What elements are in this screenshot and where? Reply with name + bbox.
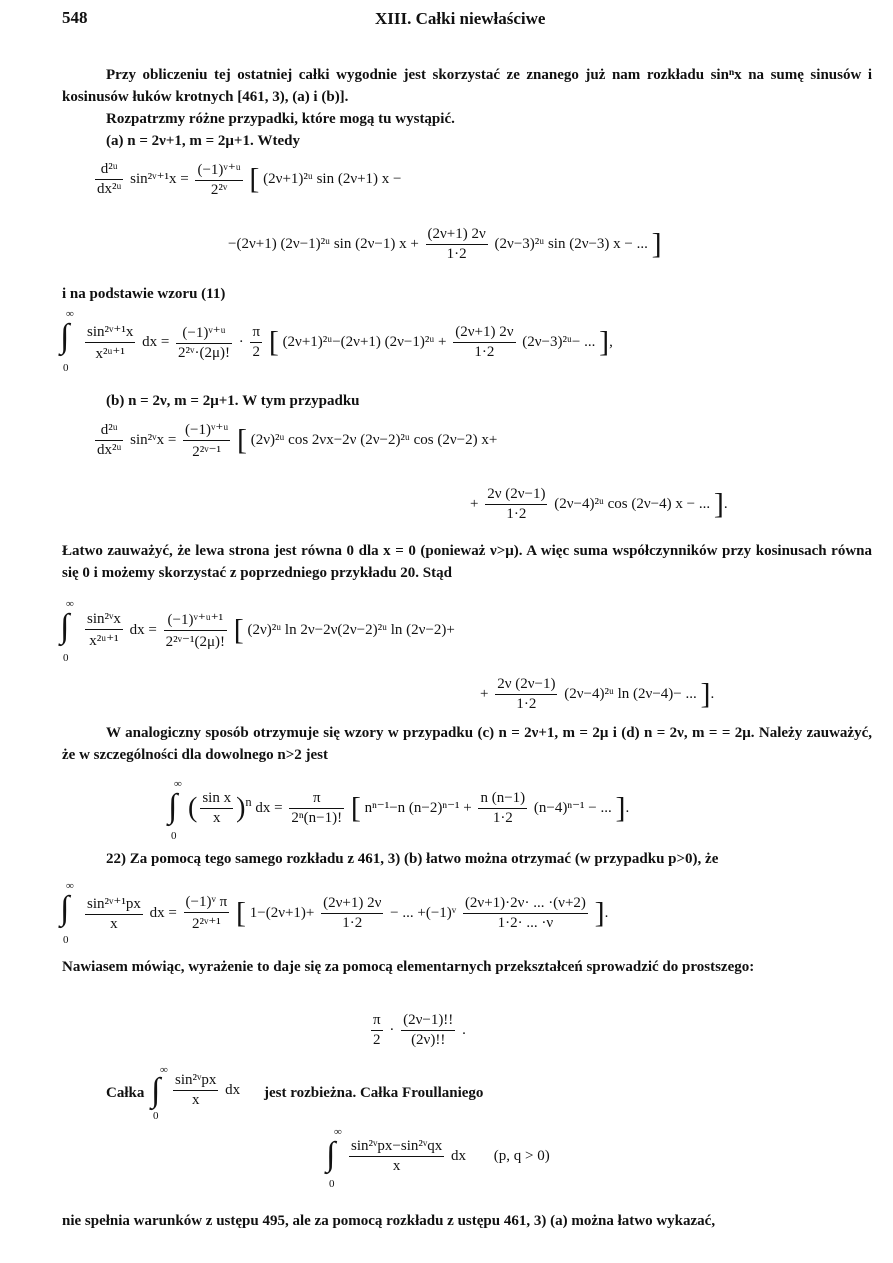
bracket-close: ] (651, 227, 662, 261)
integral-upper-limit: ∞ (66, 880, 74, 892)
fraction-denominator: x²ᵘ⁺¹ (95, 346, 125, 362)
paragraph-observation: Łatwo zauważyć, że lewa strona jest równa 0 dla x = 0 (ponieważ ν>μ). A więc suma współczynników przy kosinusach równa się 0 i możemy skorzystać z poprzedniego przykładu 20. Stąd (62, 543, 872, 581)
fraction-denominator: x²ᵘ⁺¹ (89, 633, 119, 649)
fraction-numerator: (2ν−1)!! (401, 1012, 455, 1031)
fraction-numerator: n (n−1) (478, 790, 527, 809)
fraction-denominator: 1·2 (506, 506, 527, 522)
fraction-numerator: sin²ᵛ⁺¹px (85, 894, 143, 915)
equation-text: . (625, 799, 630, 816)
fraction-numerator: sin²ᵛpx (173, 1072, 218, 1091)
equation-1a (92, 160, 402, 199)
paragraph-simplification: Nawiasem mówiąc, wyrażenie to daje się za pomocą elementarnych przekształceń sprowadzić do prostszego: (62, 959, 755, 975)
fraction-numerator: π (371, 1012, 383, 1031)
fraction-denominator: x (110, 916, 118, 932)
bracket-open: [ (350, 791, 361, 825)
equation-text: (2ν−4)²ᵘ ln (2ν−4)− ... (564, 685, 697, 702)
exponent: n (245, 794, 252, 809)
equation-text: (2ν)²ᵘ cos 2νx−2ν (2ν−2)²ᵘ cos (2ν−2) x+ (250, 431, 498, 448)
fraction-numerator: (−1)ᵛ⁺ᵘ⁺¹ (164, 610, 227, 631)
integral-upper-limit: ∞ (66, 308, 74, 320)
fraction-denominator: 2²ᵛ (210, 182, 228, 198)
fraction-numerator: sin²ᵛx (85, 611, 123, 630)
integral-upper-limit: ∞ (160, 1064, 168, 1076)
fraction-numerator: (−1)ᵛ⁺ᵘ (183, 420, 230, 441)
equation-text: dx = (149, 904, 177, 921)
equation-text: dx (225, 1081, 241, 1098)
equation-text: (2ν−3)²ᵘ sin (2ν−3) x − ... (494, 235, 648, 252)
integral-upper-limit: ∞ (334, 1126, 342, 1138)
integral-lower-limit: 0 (329, 1178, 335, 1190)
integral-lower-limit: 0 (63, 934, 69, 946)
equation-text: dx (451, 1147, 467, 1164)
equation-text: 1−(2ν+1)+ (249, 904, 315, 921)
fraction-numerator: (−1)ᵛ⁺ᵘ (195, 160, 242, 181)
equation-text: (2ν−4)²ᵘ cos (2ν−4) x − ... (554, 495, 711, 512)
fraction-numerator: (2ν+1) 2ν (426, 226, 488, 245)
fraction-denominator: dx²ᵘ (97, 442, 122, 458)
fraction-denominator: 2 (252, 344, 261, 360)
integral-sign: ∫ (60, 318, 70, 355)
equation-8 (170, 1072, 240, 1109)
equation-6 (82, 894, 608, 933)
paragraph-intro: Przy obliczeniu tej ostatniej całki wygodnie jest skorzystać ze znanego już nam rozkładu sinⁿx na sumę sinusów i kosinusów łuków krotnych [461, 3), (a) i (b)]. (62, 67, 872, 105)
equation-text: (2ν−3)²ᵘ− ... (522, 333, 596, 350)
fraction-numerator: d²ᵘ (95, 161, 123, 180)
fraction-numerator: d²ᵘ (95, 422, 123, 441)
fraction-denominator: 1·2· ... ·ν (497, 915, 554, 931)
equation-text: , (609, 333, 613, 350)
paragraph-cases: Rozpatrzmy różne przypadki, które mogą tu wystąpić. (106, 111, 455, 127)
text-divergent: jest rozbieżna. Całka Froullaniego (264, 1085, 484, 1101)
bracket-close: ] (700, 677, 711, 711)
fraction-denominator: 2²ᵛ·(2μ)! (178, 345, 230, 361)
equation-text: + (470, 495, 479, 512)
bracket-close: ] (615, 791, 626, 825)
equation-text: dx = (142, 333, 170, 350)
equation-text: − ... +(−1)ᵛ (390, 904, 457, 921)
fraction-denominator: 1·2 (342, 915, 363, 931)
integral-upper-limit: ∞ (174, 778, 182, 790)
integral-lower-limit: 0 (63, 652, 69, 664)
fraction-numerator: (2ν+1) 2ν (321, 895, 383, 914)
equation-text: dx = (255, 799, 283, 816)
equation-text: . (710, 685, 715, 702)
equation-4a (82, 610, 455, 651)
bracket-open: [ (233, 613, 244, 647)
fraction-denominator: 1·2 (474, 344, 495, 360)
integral-upper-limit: ∞ (66, 598, 74, 610)
equation-text: (n−4)ⁿ⁻¹ − ... (533, 799, 612, 816)
equation-text: · (389, 1021, 395, 1038)
integral-lower-limit: 0 (171, 830, 177, 842)
bracket-open: [ (235, 896, 246, 930)
equation-text: sin²ᵛx = (130, 431, 177, 448)
equation-text: . (604, 904, 609, 921)
case-b-heading: (b) n = 2ν, m = 2μ+1. W tym przypadku (106, 393, 360, 409)
equation-3b (470, 486, 728, 523)
equation-text: (2ν+1)²ᵘ−(2ν+1) (2ν−1)²ᵘ + (282, 333, 447, 350)
fraction-denominator: 2²ᵛ⁻¹ (192, 444, 222, 460)
fraction-numerator: 2ν (2ν−1) (485, 486, 547, 505)
bracket-open: [ (237, 423, 247, 457)
fraction-denominator: 2 (373, 1032, 381, 1048)
equation-9 (346, 1138, 550, 1175)
fraction-numerator: sin²ᵛpx−sin²ᵛqx (349, 1138, 444, 1157)
integral-sign: ∫ (60, 890, 70, 927)
bracket-close: ] (713, 487, 724, 521)
equation-text: −(2ν+1) (2ν−1)²ᵘ sin (2ν−1) x + (228, 235, 419, 252)
page-number: 548 (62, 8, 88, 27)
paragraph-formula-ref: i na podstawie wzoru (11) (62, 286, 226, 302)
bracket-open: [ (268, 325, 279, 359)
equation-7 (368, 1012, 466, 1049)
paragraph-analogous: W analogiczny sposób otrzymuje się wzory w przypadku (c) n = 2ν+1, m = 2μ i (d) n = 2ν, m = = 2μ. Należy zauważyć, że w szczególności dla dowolnego n>2 jest (62, 725, 872, 763)
fraction-denominator: x (212, 810, 221, 826)
chapter-title: XIII. Całki niewłaściwe (375, 9, 546, 28)
paragraph-example-22: 22) Za pomocą tego samego rozkładu z 461, 3) (b) łatwo można otrzymać (w przypadku p>0), że (106, 851, 719, 867)
bracket-close: ] (599, 325, 610, 359)
fraction-numerator: π (250, 324, 262, 343)
equation-text: . (462, 1021, 466, 1038)
fraction-denominator: 1·2 (516, 696, 537, 712)
text-calka-label: Całka (106, 1085, 145, 1101)
equation-1b (228, 226, 662, 263)
fraction-denominator: (2ν)!! (411, 1032, 446, 1048)
fraction-denominator: 2²ᵛ⁻¹(2μ)! (165, 634, 225, 650)
equation-2: $\frac{\text{sin²ᵛ⁺¹x}}{\text{x²ᵘ⁺¹}}$ dx = $\frac{\text{(−1)ᵛ⁺ᵘ}}{\text{2²ᵛ·(2μ)!}}$ · $\frac{\pi}{2}$ [ (2ν+1)²ᵘ−(2ν+1) (2ν−1)²ᵘ + $\frac{(2\nu+1) 2\nu}{1\cdot 2}$ (2ν−3)²ᵘ− ... ], (87, 324, 613, 362)
integral-sign: ∫ (168, 788, 178, 825)
fraction-denominator: x (392, 1158, 401, 1174)
fraction-denominator: dx²ᵘ (97, 181, 122, 197)
paragraph-final: nie spełnia warunków z ustępu 495, ale za pomocą rozkładu z ustępu 461, 3) (a) można łatwo wykazać, (62, 1213, 716, 1229)
bracket-open: [ (249, 162, 260, 196)
equation-3a (92, 420, 497, 461)
fraction-numerator: sin²ᵛ⁺¹x (85, 322, 135, 343)
integral-lower-limit: 0 (153, 1110, 159, 1122)
equation-4b (480, 676, 714, 713)
fraction-numerator: (−1)ᵛ⁺ᵘ (176, 323, 232, 344)
integral-sign: ∫ (326, 1136, 336, 1173)
equation-text: nⁿ⁻¹−n (n−2)ⁿ⁻¹ + (364, 799, 472, 816)
equation-5: ( $\frac{\text{sin x}}{x}$ )$^n$ dx = $\frac{\pi}{\text{2ⁿ(n−1)!}}$ [ nⁿ⁻¹−n (n−2)ⁿ⁻¹ + $\frac{n (n-1)}{1\cdot 2}$ (n−4)ⁿ⁻¹ − ... ]. (188, 790, 630, 826)
equation-text: (2ν)²ᵘ ln 2ν−2ν(2ν−2)²ᵘ ln (2ν−2)+ (247, 621, 455, 638)
fraction-numerator: (2ν+1)·2ν· ... ·(ν+2) (463, 895, 588, 914)
equation-text: (2ν+1)²ᵘ sin (2ν+1) x − (263, 170, 402, 187)
bracket-close: ] (594, 896, 605, 930)
fraction-denominator: 1·2 (446, 246, 467, 262)
equation-text: + (480, 685, 489, 702)
fraction-numerator: (2ν+1) 2ν (453, 324, 515, 343)
integral-lower-limit: 0 (63, 362, 69, 374)
fraction-numerator: (−1)ᵛ π (184, 894, 230, 913)
fraction-denominator: 2ⁿ(n−1)! (291, 810, 343, 826)
fraction-numerator: 2ν (2ν−1) (495, 676, 557, 695)
integral-sign: ∫ (60, 608, 70, 645)
fraction-denominator: 1·2 (492, 810, 513, 826)
case-a-heading: (a) n = 2ν+1, m = 2μ+1. Wtedy (106, 133, 300, 149)
equation-text: dx = (129, 621, 157, 638)
integral-sign: ∫ (151, 1072, 161, 1109)
fraction-denominator: 2²ᵛ⁺¹ (191, 916, 221, 932)
fraction-numerator: sin x (200, 790, 233, 809)
equation-condition: (p, q > 0) (493, 1147, 550, 1164)
equation-text: sin²ᵛ⁺¹x = (130, 170, 189, 187)
fraction-numerator: π (289, 790, 344, 809)
fraction-denominator: x (191, 1092, 200, 1108)
equation-text: . (723, 495, 728, 512)
